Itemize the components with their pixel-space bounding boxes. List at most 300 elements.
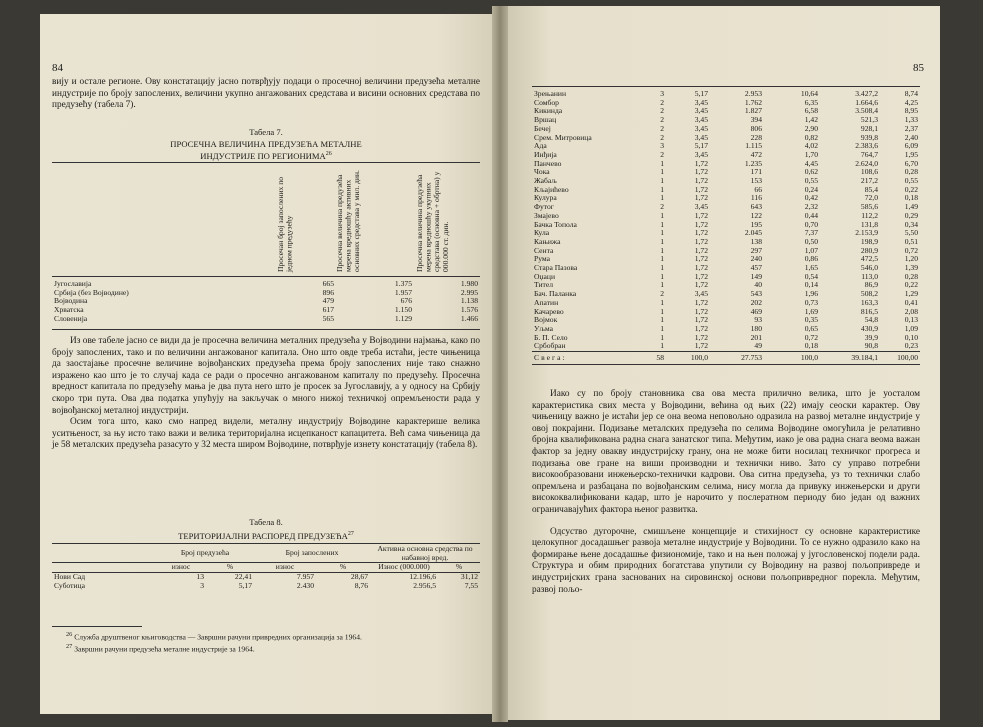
- cell-value: 3.508,4: [855, 106, 878, 116]
- table8: [52, 545, 480, 591]
- cell-value: 2,40: [904, 132, 918, 142]
- table8-group-header: Број предузећа: [180, 548, 230, 558]
- cell-value: 2: [660, 202, 664, 212]
- cell-value: 39.184,1: [851, 352, 878, 362]
- cell-value: 1.466: [460, 313, 478, 323]
- cell-value: 0,13: [904, 315, 918, 325]
- cell-value: 1,29: [904, 289, 918, 299]
- cell-value: 12.196,6: [409, 572, 436, 582]
- cell-value: 1,72: [694, 193, 708, 203]
- paragraph: Из ове табеле јасно се види да је просечна величина металних предузећа у Војводини најмања, како по броју запослених, тако и по величини ангажованог капитала. Оно што овде треба истаћи, јесте чињеница да заостајање просечне величине војвођанских предузећа према броју запослених није тако снажно изражено као што је то случај када се ради о просечно ангажованом капиталу по предузећу. Просечна вредност капитала по предузећу мања је два пута него што је просек за Југославију, а у односу на Србију скоро три пута. Ова два податка упућују на закључак о много нижој техничкој опремљености рада у војвођанској металној индустрији.: [52, 336, 480, 416]
- row-label: Кањижа: [534, 236, 561, 246]
- cell-value: 5,17: [694, 89, 708, 98]
- row-label: Змајево: [534, 210, 559, 220]
- cell-value: 0,41: [904, 297, 918, 307]
- cell-value: 2: [660, 289, 664, 299]
- cell-value: 1: [660, 167, 664, 177]
- cell-value: 280,9: [860, 245, 878, 255]
- cell-value: 39,9: [864, 332, 878, 342]
- cell-value: 806: [750, 123, 762, 133]
- cell-value: 1,72: [694, 176, 708, 186]
- cell-value: 13: [196, 572, 204, 582]
- cell-value: 1.827: [744, 106, 762, 116]
- cell-value: 0,24: [804, 184, 818, 194]
- cell-value: 228: [750, 132, 762, 142]
- table7-label: Табела 7.: [249, 127, 283, 137]
- table-row: [52, 582, 480, 591]
- cell-value: 2.953: [744, 89, 762, 98]
- cell-value: 66: [754, 184, 762, 194]
- row-label: Хрватска: [54, 305, 84, 315]
- cell-value: 198,9: [860, 236, 878, 246]
- cell-value: 0,55: [804, 176, 818, 186]
- cell-value: 565: [322, 313, 334, 323]
- cell-value: 1,20: [904, 254, 918, 264]
- body-text: [532, 389, 920, 596]
- cell-value: 1: [660, 236, 664, 246]
- table8-group-header: Број запослених: [285, 548, 339, 558]
- cell-value: 0,73: [804, 297, 818, 307]
- row-label: Суботица: [54, 580, 85, 590]
- row-label: Тител: [534, 280, 553, 290]
- cell-value: 2: [660, 97, 664, 107]
- table-row: [52, 297, 480, 306]
- cell-value: 8,95: [904, 106, 918, 116]
- cell-value: 1.576: [460, 305, 478, 315]
- cell-value: 0,50: [804, 236, 818, 246]
- cell-value: 22,41: [234, 572, 252, 582]
- row-label: Бач. Паланка: [534, 289, 577, 299]
- cell-value: 3,45: [694, 149, 708, 159]
- cell-value: 201: [750, 332, 762, 342]
- cell-value: 1: [660, 263, 664, 273]
- footnote-rule: [52, 626, 142, 627]
- row-label: Зрењанин: [534, 89, 567, 98]
- cell-value: 430,9: [860, 323, 878, 333]
- cell-value: 1,72: [694, 236, 708, 246]
- cell-value: 0,44: [804, 210, 818, 220]
- table-row: [532, 177, 920, 186]
- cell-value: 0,62: [804, 167, 818, 177]
- cell-value: 240: [750, 254, 762, 264]
- footnote: [52, 630, 480, 642]
- table7-header-2: Просечна величина предузећа мерена вредношћу активних основних средстава у мил. дин.: [335, 170, 362, 272]
- cell-value: 49: [754, 341, 762, 351]
- footnote: [52, 642, 480, 654]
- table-rule: [532, 86, 920, 87]
- table8-subheader: Износ (000.000): [378, 562, 430, 572]
- paragraph: Иако су по броју становника сва ова места прилично велика, што је уосталом карактеристика свих места у Војводини, већина од њих (22) имају сеоски карактер. Ову чињеницу важно је истаћи јер се она веома неповољно одразила на развој металне индустрије у овој покрајини. Подизање металских предузећа по селима Војводине омогућила је релативно бројна квалификована радна снага занатског типа. Међутим, иако је ова радна снага веома важан фактор за једну овакву индустријску грану, она не може бити носилац техничког прогреса и подизања ове гране на виши производни и технички ниво. Зато су управо потребни високообразовани инжењерско-технички кадрови. Ова ситна предузећа, уз то технички слабо опремљена и разбацана по војвођанским селима, нису могла да привуку инжењерски и други висококвалификовани кадар, што је нарочито у послератном периоду био један од важних ограничавајућих фактора њеног развитка.: [532, 389, 920, 515]
- table8-title: [40, 529, 492, 541]
- table-row: [532, 342, 920, 351]
- cell-value: 1,72: [694, 158, 708, 168]
- cell-value: 122: [750, 210, 762, 220]
- cell-value: 0,28: [904, 271, 918, 281]
- cell-value: 1,39: [904, 263, 918, 273]
- cell-value: 1: [660, 280, 664, 290]
- cell-value: 1: [660, 332, 664, 342]
- cell-value: 1: [660, 341, 664, 351]
- row-label: Уљма: [534, 323, 554, 333]
- cell-value: 3,45: [694, 97, 708, 107]
- cell-value: 4,02: [804, 141, 818, 151]
- cell-value: 0,18: [804, 341, 818, 351]
- cell-value: 0,70: [804, 219, 818, 229]
- row-label: Оџаци: [534, 271, 556, 281]
- cell-value: 85,4: [864, 184, 878, 194]
- footnote-text: Завршни рачуни предузећа металне индустрије за 1964.: [74, 644, 255, 654]
- table8-group-header: Активна основна средства по набавној вред.: [377, 544, 473, 562]
- cell-value: 90,8: [864, 341, 878, 351]
- row-label: Кулура: [534, 193, 557, 203]
- cell-value: 0,28: [904, 167, 918, 177]
- table-rule: [52, 162, 480, 163]
- cell-value: 0,35: [804, 315, 818, 325]
- cell-value: 3: [200, 580, 204, 590]
- table-rule: [52, 329, 480, 330]
- cell-value: 0,55: [904, 176, 918, 186]
- cell-value: 472,5: [860, 254, 878, 264]
- cell-value: 0,34: [904, 219, 918, 229]
- row-label: Апатин: [534, 297, 559, 307]
- cell-value: 816,5: [860, 306, 878, 316]
- book-gutter: [492, 6, 508, 722]
- cell-value: 2.624,0: [855, 158, 878, 168]
- cell-value: 1,72: [694, 167, 708, 177]
- cell-value: 1,09: [904, 323, 918, 333]
- cell-value: 1.235: [744, 158, 762, 168]
- left-page: [40, 14, 492, 714]
- cell-value: 457: [750, 263, 762, 273]
- table8-subheader: износ: [275, 562, 295, 572]
- table7-header-1: Просечан број запослених по једном предузећу: [276, 176, 294, 272]
- cell-value: 4,45: [804, 158, 818, 168]
- cell-value: 2: [660, 149, 664, 159]
- cell-value: 163,3: [860, 297, 878, 307]
- cell-value: 1.957: [394, 287, 412, 297]
- cell-value: 1,72: [694, 245, 708, 255]
- cell-value: 2,08: [904, 306, 918, 316]
- cell-value: 195: [750, 219, 762, 229]
- cell-value: 1,72: [694, 297, 708, 307]
- row-label: Б. П. Село: [534, 332, 568, 342]
- cell-value: 7,55: [464, 580, 478, 590]
- cell-value: 2.383,6: [855, 141, 878, 151]
- cell-value: 2.045: [744, 228, 762, 238]
- cell-value: 1: [660, 210, 664, 220]
- table-row: [532, 325, 920, 334]
- cell-value: 1: [660, 315, 664, 325]
- cell-value: 112,2: [861, 210, 878, 220]
- cell-value: 1,65: [804, 263, 818, 273]
- cell-value: 0,18: [904, 193, 918, 203]
- cell-value: 0,72: [904, 245, 918, 255]
- row-label: Сента: [534, 245, 554, 255]
- footnotes: [52, 630, 480, 653]
- cell-value: 4,25: [904, 97, 918, 107]
- cell-value: 1.762: [744, 97, 762, 107]
- cell-value: 3,45: [694, 289, 708, 299]
- cell-value: 3,45: [694, 123, 708, 133]
- footnote-ref: 26: [325, 151, 332, 157]
- cell-value: 0,23: [904, 341, 918, 351]
- cell-value: 58: [656, 352, 664, 362]
- cell-value: 1,72: [694, 263, 708, 273]
- cell-value: 2,90: [804, 123, 818, 133]
- table8-subheader: %: [226, 562, 234, 572]
- cell-value: 469: [750, 306, 762, 316]
- row-label: Бачка Топола: [534, 219, 577, 229]
- cell-value: 0,65: [804, 323, 818, 333]
- cell-value: 1,72: [694, 228, 708, 238]
- cell-value: 1,70: [804, 149, 818, 159]
- cell-value: 617: [322, 305, 334, 315]
- cell-value: 1,72: [694, 332, 708, 342]
- cell-value: 86,9: [864, 280, 878, 290]
- body-text: [52, 336, 480, 452]
- cell-value: 1,72: [694, 323, 708, 333]
- cell-value: 543: [750, 289, 762, 299]
- row-label: Кљајићево: [534, 184, 569, 194]
- table-rule: [52, 276, 480, 277]
- cell-value: 2.430: [296, 580, 314, 590]
- cell-value: 5,50: [904, 228, 918, 238]
- cell-value: 1,72: [694, 254, 708, 264]
- table8-subheader: %: [455, 562, 463, 572]
- cell-value: 0,82: [804, 132, 818, 142]
- cell-value: 100,00: [897, 352, 918, 362]
- table7: [52, 280, 480, 324]
- cell-value: 54,8: [864, 315, 878, 325]
- cell-value: 546,0: [860, 263, 878, 273]
- table8-label: Табела 8.: [249, 517, 283, 527]
- row-label: Нови Сад: [54, 572, 86, 582]
- cell-value: 3,45: [694, 115, 708, 125]
- cell-value: 3: [660, 141, 664, 151]
- cell-value: 0,72: [804, 332, 818, 342]
- cell-value: 7.957: [296, 572, 314, 582]
- cell-value: 394: [750, 115, 762, 125]
- cell-value: 2.153,9: [855, 228, 878, 238]
- footnote-ref: 27: [347, 531, 354, 537]
- cell-value: 2,32: [804, 202, 818, 212]
- cell-value: 1,72: [694, 341, 708, 351]
- cell-value: 7,37: [804, 228, 818, 238]
- footnote-number: 27: [66, 642, 73, 650]
- row-label: Кикинда: [534, 106, 563, 116]
- paragraph: Осим тога што, како смо напред видели, металну индустрију Војводине карактерише велика уситњеност, за њу исто тако важи и велика територијална исцепканост капацитета. Већ сама чињеница да је 58 металских предузећа разасуто у 32 места широм Војводине, потврђује изнету констатацију (табела 8).: [52, 417, 480, 451]
- row-label: Свега:: [534, 352, 567, 362]
- table8-subheader: износ: [171, 562, 191, 572]
- intro-text: [52, 77, 480, 112]
- cell-value: 0,42: [804, 193, 818, 203]
- cell-value: 27.753: [741, 352, 762, 362]
- cell-value: 6,70: [904, 158, 918, 168]
- cell-value: 5,17: [238, 580, 252, 590]
- row-label: Вршац: [534, 115, 557, 125]
- cell-value: 40: [754, 280, 762, 290]
- row-label: Чока: [534, 167, 550, 177]
- row-label: Панчево: [534, 158, 562, 168]
- cell-value: 116: [750, 193, 762, 203]
- row-label: Рума: [534, 254, 551, 264]
- cell-value: 3: [660, 89, 664, 98]
- cell-value: 1,96: [804, 289, 818, 299]
- cell-value: 1: [660, 297, 664, 307]
- cell-value: 508,2: [860, 289, 878, 299]
- cell-value: 928,1: [860, 123, 878, 133]
- cell-value: 1.375: [394, 279, 412, 288]
- cell-value: 479: [322, 296, 334, 306]
- footnote-text: Служба друштвеног књиговодства — Завршни рачуни привредних организација за 1964.: [74, 632, 362, 642]
- cell-value: 1,72: [694, 210, 708, 220]
- table-row: [52, 289, 480, 298]
- cell-value: 3,45: [694, 106, 708, 116]
- cell-value: 5,17: [694, 141, 708, 151]
- cell-value: 1: [660, 306, 664, 316]
- cell-value: 2: [660, 132, 664, 142]
- cell-value: 1: [660, 193, 664, 203]
- cell-value: 1.138: [460, 296, 478, 306]
- row-label: Футог: [534, 202, 554, 212]
- row-label: Жабаљ: [534, 176, 557, 186]
- row-label: Ада: [534, 141, 547, 151]
- cell-value: 585,6: [860, 202, 878, 212]
- cell-value: 1.115: [745, 141, 762, 151]
- cell-value: 1,95: [904, 149, 918, 159]
- cell-value: 1,33: [904, 115, 918, 125]
- cell-value: 6,09: [904, 141, 918, 151]
- cell-value: 72,0: [864, 193, 878, 203]
- cell-value: 896: [322, 287, 334, 297]
- cell-value: 2: [660, 123, 664, 133]
- cell-value: 108,6: [860, 167, 878, 177]
- cell-value: 1: [660, 158, 664, 168]
- table7-title-line1: ПРОСЕЧНА ВЕЛИЧИНА ПРЕДУЗЕЋА МЕТАЛНЕ: [170, 139, 362, 149]
- table-row: [52, 306, 480, 315]
- cell-value: 6,35: [804, 97, 818, 107]
- cell-value: 217,2: [860, 176, 878, 186]
- cell-value: 2,37: [904, 123, 918, 133]
- row-label: Словенија: [54, 313, 88, 323]
- cell-value: 10,64: [800, 89, 818, 98]
- cell-value: 113,0: [861, 271, 878, 281]
- cell-value: 100,0: [690, 352, 708, 362]
- row-label: Војводина: [54, 296, 88, 306]
- paragraph: Одсуство дугорочне, смишљене концепције и стихијност су основне карактеристике целокупног досадашњег развоја металне индустрије у Војводини. То се нужно одразило како на формирање њене досадашње физиономије, тако и на њен положај у југословенској подели рада. Структура и обим природних богатстава упутили су Војводину на развој пољопривреде и индустријских грана заснованих на сировинској основи пољопривредног порекла. Међутим, развој пољо-: [532, 526, 920, 595]
- cell-value: 1,72: [694, 306, 708, 316]
- cell-value: 1: [660, 184, 664, 194]
- table-total-row: [532, 352, 920, 365]
- cell-value: 0,86: [804, 254, 818, 264]
- cell-value: 764,7: [860, 149, 878, 159]
- row-label: Стара Пазова: [534, 263, 578, 273]
- table-row: [532, 334, 920, 343]
- cell-value: 1.150: [394, 305, 412, 315]
- cell-value: 28,67: [350, 572, 368, 582]
- right-page: [508, 6, 940, 720]
- page-number: 84: [52, 62, 63, 74]
- row-label: Југославија: [54, 279, 92, 288]
- paragraph: вију и остале регионе. Ову констатацију јасно потврђују подаци о просечној величини предузећа металне индустрије по броју запослених, величини укупно ангажованих средстава и висини основних средстава по предузећу (табела 7).: [52, 77, 480, 111]
- cell-value: 2: [660, 106, 664, 116]
- cell-value: 149: [750, 271, 762, 281]
- cell-value: 2.956,5: [413, 580, 436, 590]
- row-label: Србија (без Војводине): [54, 287, 129, 297]
- row-label: Качарево: [534, 306, 564, 316]
- cell-value: 100,0: [800, 352, 818, 362]
- table8-title-text: ТЕРИТОРИЈАЛНИ РАСПОРЕД ПРЕДУЗЕЋА: [178, 530, 348, 541]
- cell-value: 1: [660, 219, 664, 229]
- cell-value: 3.427,2: [855, 89, 878, 98]
- cell-value: 0,22: [904, 280, 918, 290]
- row-label: Инђија: [534, 149, 557, 159]
- cell-value: 93: [754, 315, 762, 325]
- cell-value: 1: [660, 176, 664, 186]
- cell-value: 0,54: [804, 271, 818, 281]
- cell-value: 1.129: [394, 313, 412, 323]
- cell-value: 1,72: [694, 280, 708, 290]
- row-label: Војмок: [534, 315, 558, 325]
- cell-value: 472: [750, 149, 762, 159]
- row-label: Сомбор: [534, 97, 559, 107]
- cell-value: 1: [660, 254, 664, 264]
- footnote-number: 26: [66, 631, 73, 638]
- table7-title-line2-text: ИНДУСТРИЈЕ ПО РЕГИОНИМА: [200, 150, 326, 161]
- cell-value: 0,14: [804, 280, 818, 290]
- cell-value: 0,22: [904, 184, 918, 194]
- table-row: [532, 273, 920, 282]
- cell-value: 0,29: [904, 210, 918, 220]
- cell-value: 1,69: [804, 306, 818, 316]
- cell-value: 1,42: [804, 115, 818, 125]
- cell-value: 1: [660, 271, 664, 281]
- cell-value: 153: [750, 176, 762, 186]
- table-row: [52, 315, 480, 324]
- row-label: Бечеј: [534, 123, 551, 133]
- cell-value: 202: [750, 297, 762, 307]
- cell-value: 3,45: [694, 202, 708, 212]
- cell-value: 1,72: [694, 271, 708, 281]
- cell-value: 31,12: [460, 572, 478, 582]
- cell-value: 1.664,6: [855, 97, 878, 107]
- cell-value: 1: [660, 245, 664, 255]
- table7-title-line2: [40, 149, 492, 161]
- cell-value: 131,8: [860, 219, 878, 229]
- cell-value: 665: [322, 279, 334, 288]
- town-table: [532, 90, 920, 365]
- cell-value: 1: [660, 323, 664, 333]
- cell-value: 1,07: [804, 245, 818, 255]
- cell-value: 8,76: [354, 580, 368, 590]
- cell-value: 1,72: [694, 315, 708, 325]
- table-row: [532, 186, 920, 195]
- table8-subheader: %: [339, 562, 347, 572]
- cell-value: 6,58: [804, 106, 818, 116]
- cell-value: 171: [750, 167, 762, 177]
- cell-value: 138: [750, 236, 762, 246]
- cell-value: 1,72: [694, 219, 708, 229]
- cell-value: 0,10: [904, 332, 918, 342]
- cell-value: 8,74: [904, 89, 918, 98]
- cell-value: 2.995: [460, 287, 478, 297]
- cell-value: 1,72: [694, 184, 708, 194]
- cell-value: 1,49: [904, 202, 918, 212]
- table7-header-3: Просечна величина предузећа мерена вредношћу укупних средстава (основна + обртна) у 000.000 ст. дин.: [415, 171, 450, 272]
- cell-value: 643: [750, 202, 762, 212]
- table-row: [532, 308, 920, 317]
- cell-value: 2: [660, 115, 664, 125]
